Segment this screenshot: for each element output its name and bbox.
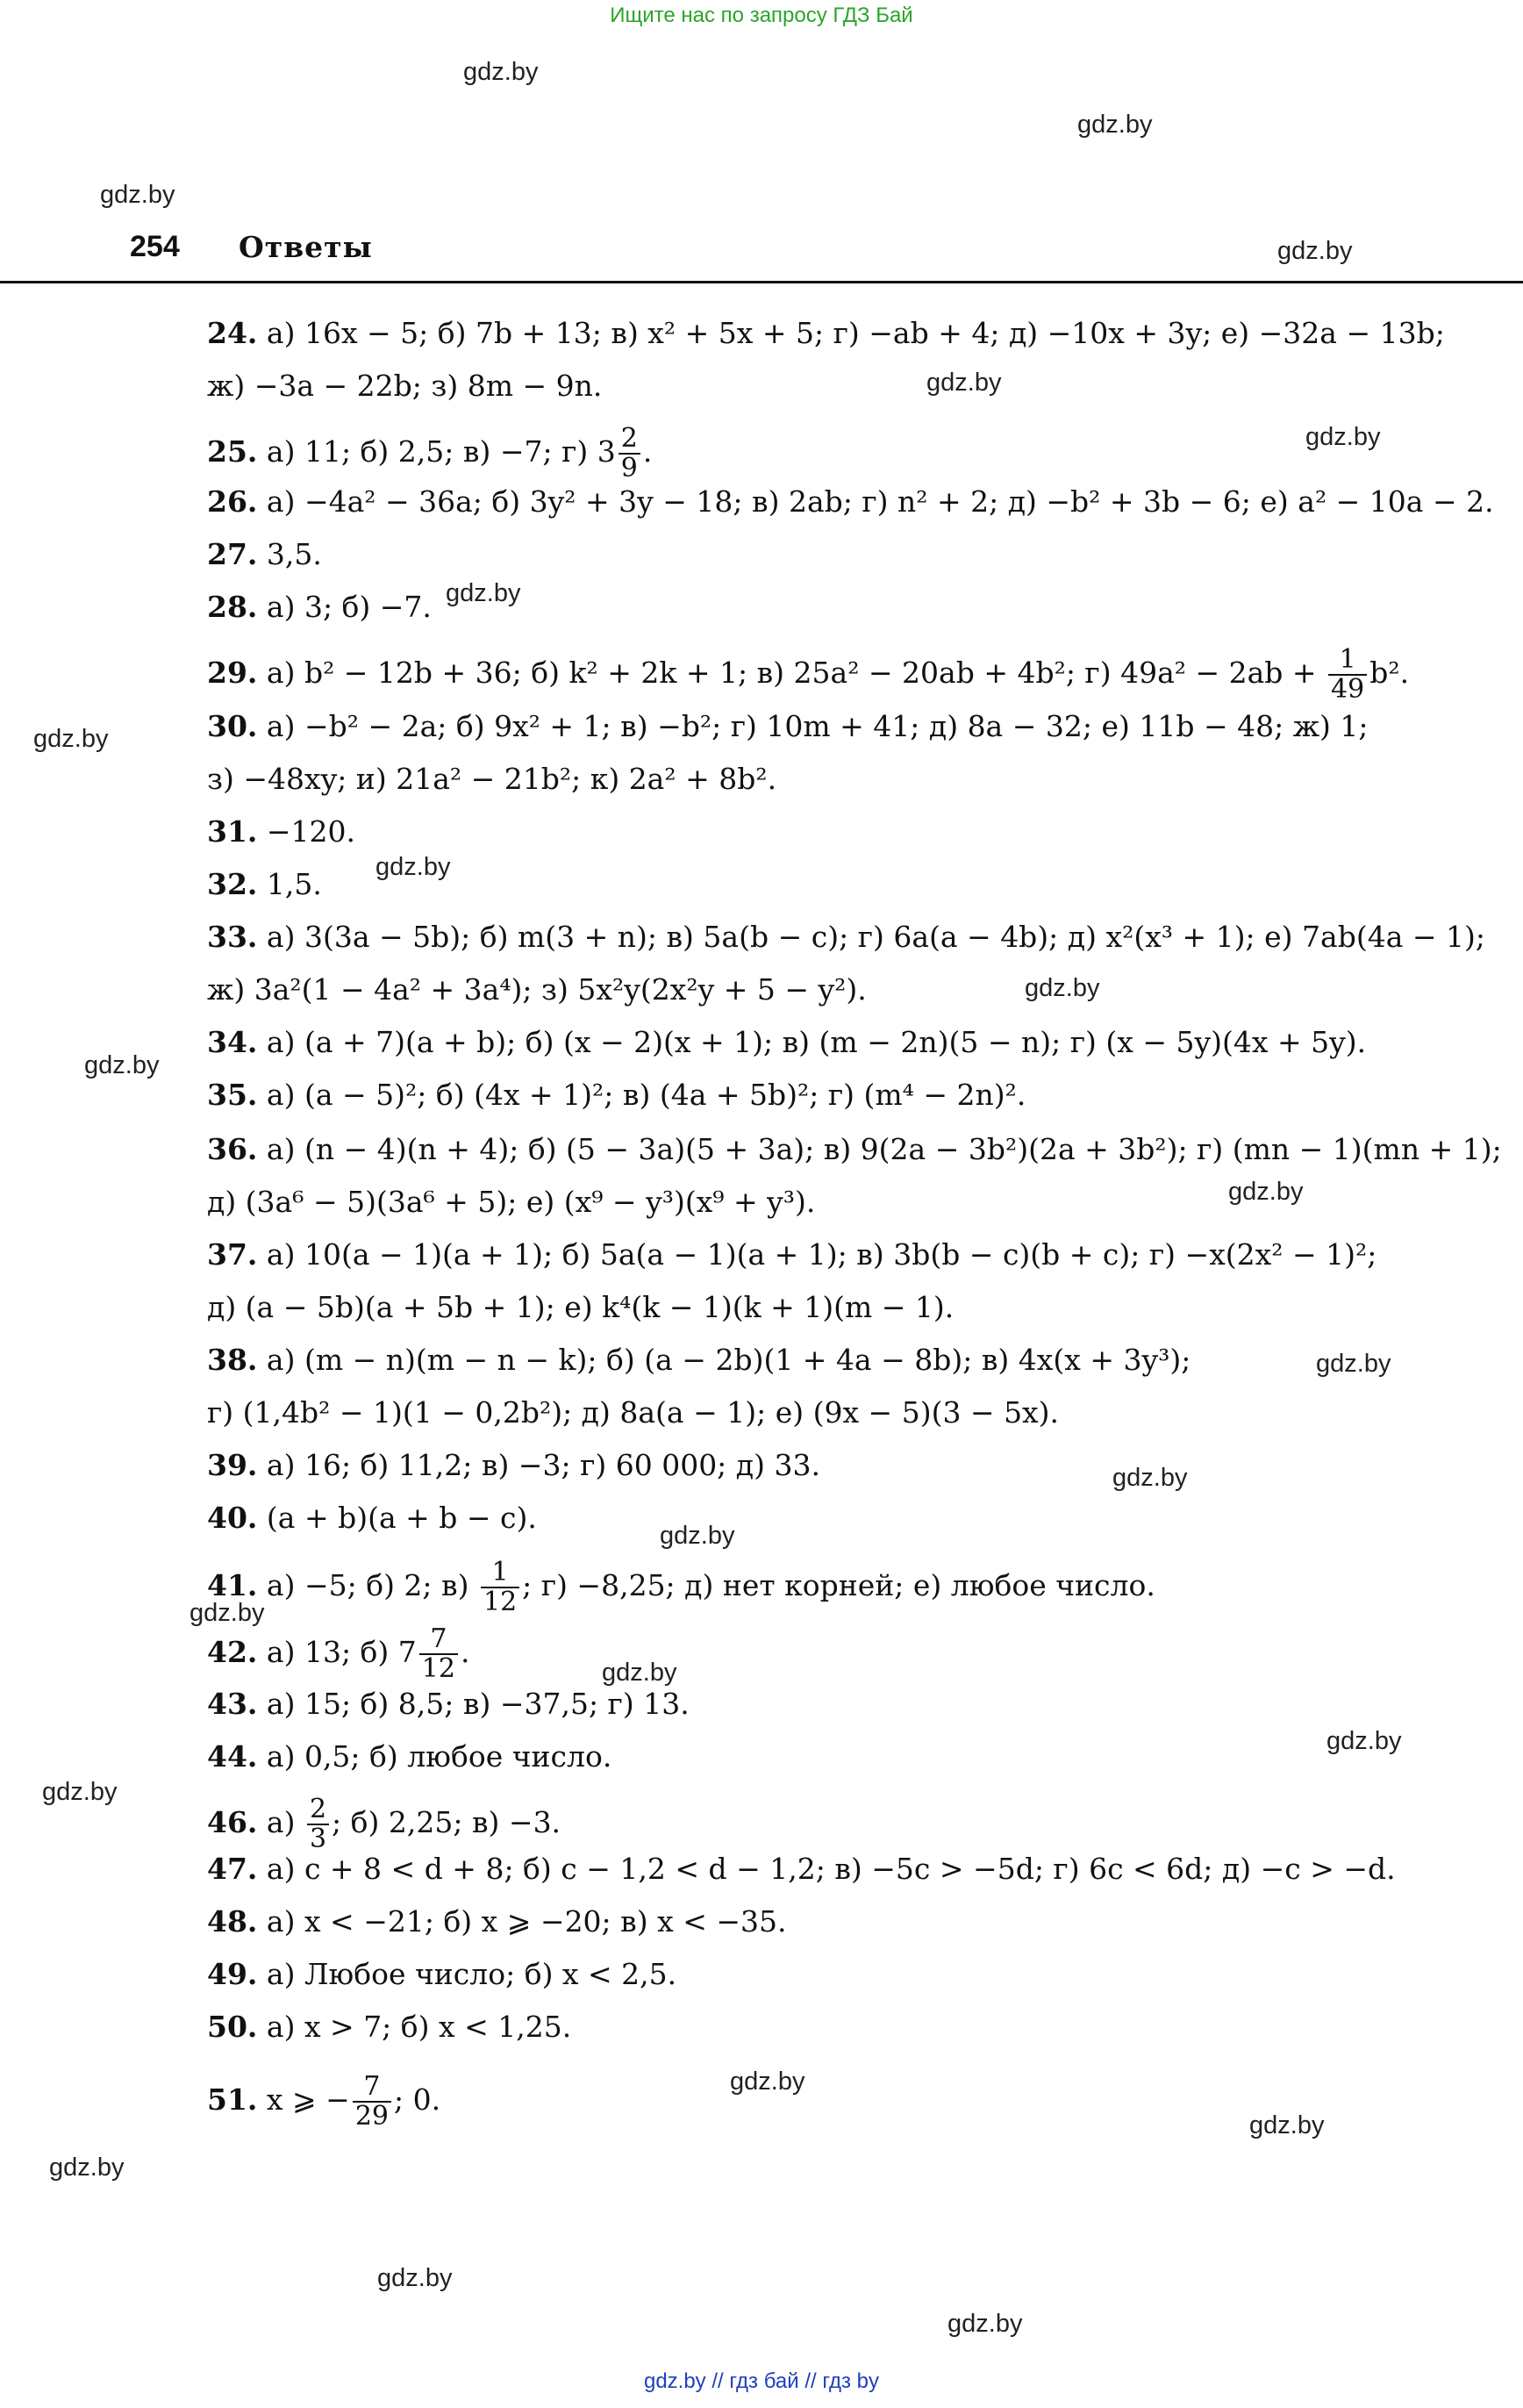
answer-text: а) 10(a − 1)(a + 1); б) 5a(a − 1)(a + 1); в) 3b(b − c)(b + c); г) −x(2x² − 1)²; [257, 1237, 1377, 1272]
watermark: gdz.by [947, 2310, 1023, 2338]
exercise-number: 35. [207, 1078, 258, 1112]
exercise-number: 24. [207, 316, 258, 350]
watermark: gdz.by [1112, 1464, 1188, 1492]
answer-text: а) −4a² − 36a; б) 3y² + 3y − 18; в) 2ab; г) n² + 2; д) −b² + 3b − 6; е) a² − 10a − 2. [257, 484, 1494, 519]
answer-text: а) 0,5; б) любое число. [257, 1739, 612, 1774]
watermark: gdz.by [602, 1659, 677, 1687]
answer-line [207, 1343, 1191, 1378]
bottom-banner[interactable]: gdz.by // гдз бай // гдз by [643, 2369, 880, 2393]
watermark: gdz.by [375, 853, 451, 881]
top-banner[interactable]: Ищите нас по запросу ГДЗ Бай [610, 4, 913, 27]
exercise-number: 28. [207, 590, 258, 624]
watermark: gdz.by [33, 725, 109, 753]
watermark: gdz.by [1025, 974, 1100, 1002]
answer-text: а) b² − 12b + 36; б) k² + 2k + 1; в) 25a² − 20ab + 4b²; г) 49a² − 2ab + [257, 656, 1326, 690]
answer-text: а) 13; б) 7 [257, 1635, 417, 1669]
exercise-number: 29. [207, 656, 258, 690]
exercise-number: 39. [207, 1448, 258, 1482]
answer-text: а) c + 8 < d + 8; б) c − 1,2 < d − 1,2; в) −5c > −5d; г) 6c < 6d; д) −c > −d. [257, 1852, 1396, 1886]
denominator: 3 [309, 1824, 327, 1854]
denominator: 12 [421, 1653, 455, 1684]
watermark: gdz.by [84, 1051, 160, 1079]
watermark: gdz.by [730, 2068, 805, 2096]
answer-line [207, 1559, 1155, 1616]
answer-text: д) (a − 5b)(a + 5b + 1); е) k⁴(k − 1)(k + 1)(m − 1). [207, 1290, 955, 1324]
exercise-number: 31. [207, 814, 258, 849]
answer-text: а) x < −21; б) x ⩾ −20; в) x < −35. [257, 1904, 787, 1939]
answer-text-after: ; 0. [394, 2082, 441, 2117]
answer-line [207, 1739, 611, 1774]
answer-text-after: . [460, 1635, 470, 1669]
watermark: gdz.by [100, 181, 175, 209]
answer-line [207, 1132, 1502, 1167]
answer-text: а) 3; б) −7. [257, 590, 432, 624]
answer-line [207, 1185, 815, 1220]
answer-line [207, 1957, 676, 1992]
answer-text: а) 16; б) 11,2; в) −3; г) 60 000; д) 33. [257, 1448, 820, 1482]
numerator: 2 [618, 425, 640, 455]
answer-line [207, 1795, 561, 1853]
exercise-number: 27. [207, 537, 258, 571]
answer-text-after: . [642, 434, 653, 469]
answer-text: x ⩾ − [257, 2082, 350, 2117]
answer-text: а) Любое число; б) x < 2,5. [257, 1957, 677, 1991]
fraction [419, 1625, 458, 1683]
answer-text: ж) −3a − 22b; з) 8m − 9n. [207, 369, 603, 403]
answer-text-after: ; г) −8,25; д) нет корней; е) любое число. [522, 1568, 1155, 1602]
answer-text: 3,5. [257, 537, 322, 571]
answer-text: г) (1,4b² − 1)(1 − 0,2b²); д) 8a(a − 1); е) (9x − 5)(3 − 5x). [207, 1395, 1060, 1430]
watermark: gdz.by [1228, 1178, 1304, 1206]
exercise-number: 38. [207, 1343, 258, 1377]
exercise-number: 43. [207, 1687, 258, 1721]
watermark: gdz.by [42, 1778, 118, 1806]
exercise-number: 48. [207, 1904, 258, 1939]
answer-line [207, 1078, 1026, 1113]
section-title: Ответы [239, 230, 373, 264]
answer-line [207, 920, 1485, 955]
watermark: gdz.by [1305, 423, 1381, 451]
fraction [618, 425, 640, 483]
watermark: gdz.by [1249, 2111, 1325, 2139]
answer-line [207, 2010, 571, 2045]
exercise-number: 26. [207, 484, 258, 519]
watermark: gdz.by [660, 1522, 735, 1550]
exercise-number: 41. [207, 1568, 258, 1602]
answer-text: ж) 3a²(1 − 4a² + 3a⁴); з) 5x²y(2x²y + 5 − y²). [207, 972, 867, 1007]
answer-text: а) (a + 7)(a + b); б) (x − 2)(x + 1); в) (m − 2n)(5 − n); г) (x − 5y)(4x + 5y). [257, 1025, 1367, 1059]
watermark: gdz.by [1277, 237, 1353, 265]
answer-line [207, 369, 602, 404]
denominator: 49 [1331, 674, 1365, 705]
answer-text: −120. [257, 814, 356, 849]
exercise-number: 44. [207, 1739, 258, 1774]
exercise-number: 34. [207, 1025, 258, 1059]
exercise-number: 49. [207, 1957, 258, 1991]
answer-line [207, 709, 1369, 744]
answer-text: а) (a − 5)²; б) (4x + 1)²; в) (4a + 5b)²; г) (m⁴ − 2n)². [257, 1078, 1026, 1112]
denominator: 9 [620, 453, 638, 484]
watermark: gdz.by [1316, 1350, 1391, 1378]
answer-line [207, 484, 1494, 520]
numerator: 7 [419, 1625, 458, 1655]
numerator: 7 [353, 2073, 391, 2103]
watermark: gdz.by [926, 369, 1002, 397]
answer-line [207, 1852, 1396, 1887]
answer-text: (a + b)(a + b − c). [257, 1501, 537, 1535]
numerator: 1 [481, 1559, 519, 1588]
answer-text: а) 3(3a − 5b); б) m(3 + n); в) 5a(b − c); г) 6a(a − 4b); д) x²(x³ + 1); е) 7ab(4a − 1); [257, 920, 1485, 954]
page-number: 254 [130, 230, 180, 263]
answer-line [207, 1395, 1059, 1430]
answer-line [207, 1501, 537, 1536]
answer-text: а) 11; б) 2,5; в) −7; г) 3 [257, 434, 616, 469]
watermark: gdz.by [1077, 111, 1153, 139]
exercise-number: 30. [207, 709, 258, 743]
denominator: 29 [354, 2101, 389, 2132]
answer-line [207, 537, 322, 572]
watermark: gdz.by [49, 2154, 125, 2182]
answer-line [207, 1625, 469, 1683]
answer-text: а) −5; б) 2; в) [257, 1568, 478, 1602]
answer-line [207, 1904, 786, 1939]
fraction [307, 1795, 329, 1853]
numerator: 2 [307, 1795, 329, 1825]
answer-text-after: ; б) 2,25; в) −3. [332, 1805, 561, 1839]
answer-line [207, 590, 432, 625]
answer-line [207, 2073, 440, 2131]
fraction [353, 2073, 391, 2131]
answer-line [207, 867, 322, 902]
exercise-number: 37. [207, 1237, 258, 1272]
answer-line [207, 316, 1445, 351]
answer-text: а) [257, 1805, 304, 1839]
denominator: 12 [483, 1587, 518, 1617]
answer-line [207, 646, 1409, 704]
answer-text: 1,5. [257, 867, 322, 901]
exercise-number: 36. [207, 1132, 258, 1166]
fraction [481, 1559, 519, 1616]
answer-line [207, 425, 652, 483]
watermark: gdz.by [377, 2264, 453, 2292]
answer-line [207, 762, 776, 797]
answer-line [207, 814, 355, 849]
exercise-number: 33. [207, 920, 258, 954]
answer-text-after: b². [1369, 656, 1410, 690]
exercise-number: 50. [207, 2010, 258, 2044]
answer-line [207, 1290, 954, 1325]
answer-text: а) 16x − 5; б) 7b + 13; в) x² + 5x + 5; г) −ab + 4; д) −10x + 3y; е) −32a − 13b; [257, 316, 1445, 350]
watermark: gdz.by [1326, 1727, 1402, 1755]
watermark: gdz.by [463, 58, 539, 86]
exercise-number: 40. [207, 1501, 258, 1535]
answer-text: з) −48xy; и) 21a² − 21b²; к) 2a² + 8b². [207, 762, 777, 796]
numerator: 1 [1328, 646, 1367, 676]
exercise-number: 47. [207, 1852, 258, 1886]
answer-line [207, 1448, 820, 1483]
header-rule [0, 281, 1523, 283]
answer-text: а) −b² − 2a; б) 9x² + 1; в) −b²; г) 10m + 41; д) 8a − 32; е) 11b − 48; ж) 1; [257, 709, 1369, 743]
exercise-number: 46. [207, 1805, 258, 1839]
exercise-number: 42. [207, 1635, 258, 1669]
answer-line [207, 1025, 1366, 1060]
watermark: gdz.by [189, 1599, 265, 1627]
fraction [1328, 646, 1367, 704]
answer-text: а) 15; б) 8,5; в) −37,5; г) 13. [257, 1687, 690, 1721]
exercise-number: 32. [207, 867, 258, 901]
exercise-number: 51. [207, 2082, 258, 2117]
answer-line [207, 972, 867, 1007]
answer-line [207, 1237, 1376, 1272]
watermark: gdz.by [446, 579, 521, 607]
answer-text: а) (m − n)(m − n − k); б) (a − 2b)(1 + 4a − 8b); в) 4x(x + 3y³); [257, 1343, 1191, 1377]
answer-text: а) (n − 4)(n + 4); б) (5 − 3a)(5 + 3a); в) 9(2a − 3b²)(2a + 3b²); г) (mn − 1)(mn + 1); [257, 1132, 1502, 1166]
exercise-number: 25. [207, 434, 258, 469]
answer-text: а) x > 7; б) x < 1,25. [257, 2010, 572, 2044]
answer-line [207, 1687, 690, 1722]
answer-text: д) (3a⁶ − 5)(3a⁶ + 5); е) (x⁹ − y³)(x⁹ + y³). [207, 1185, 816, 1219]
